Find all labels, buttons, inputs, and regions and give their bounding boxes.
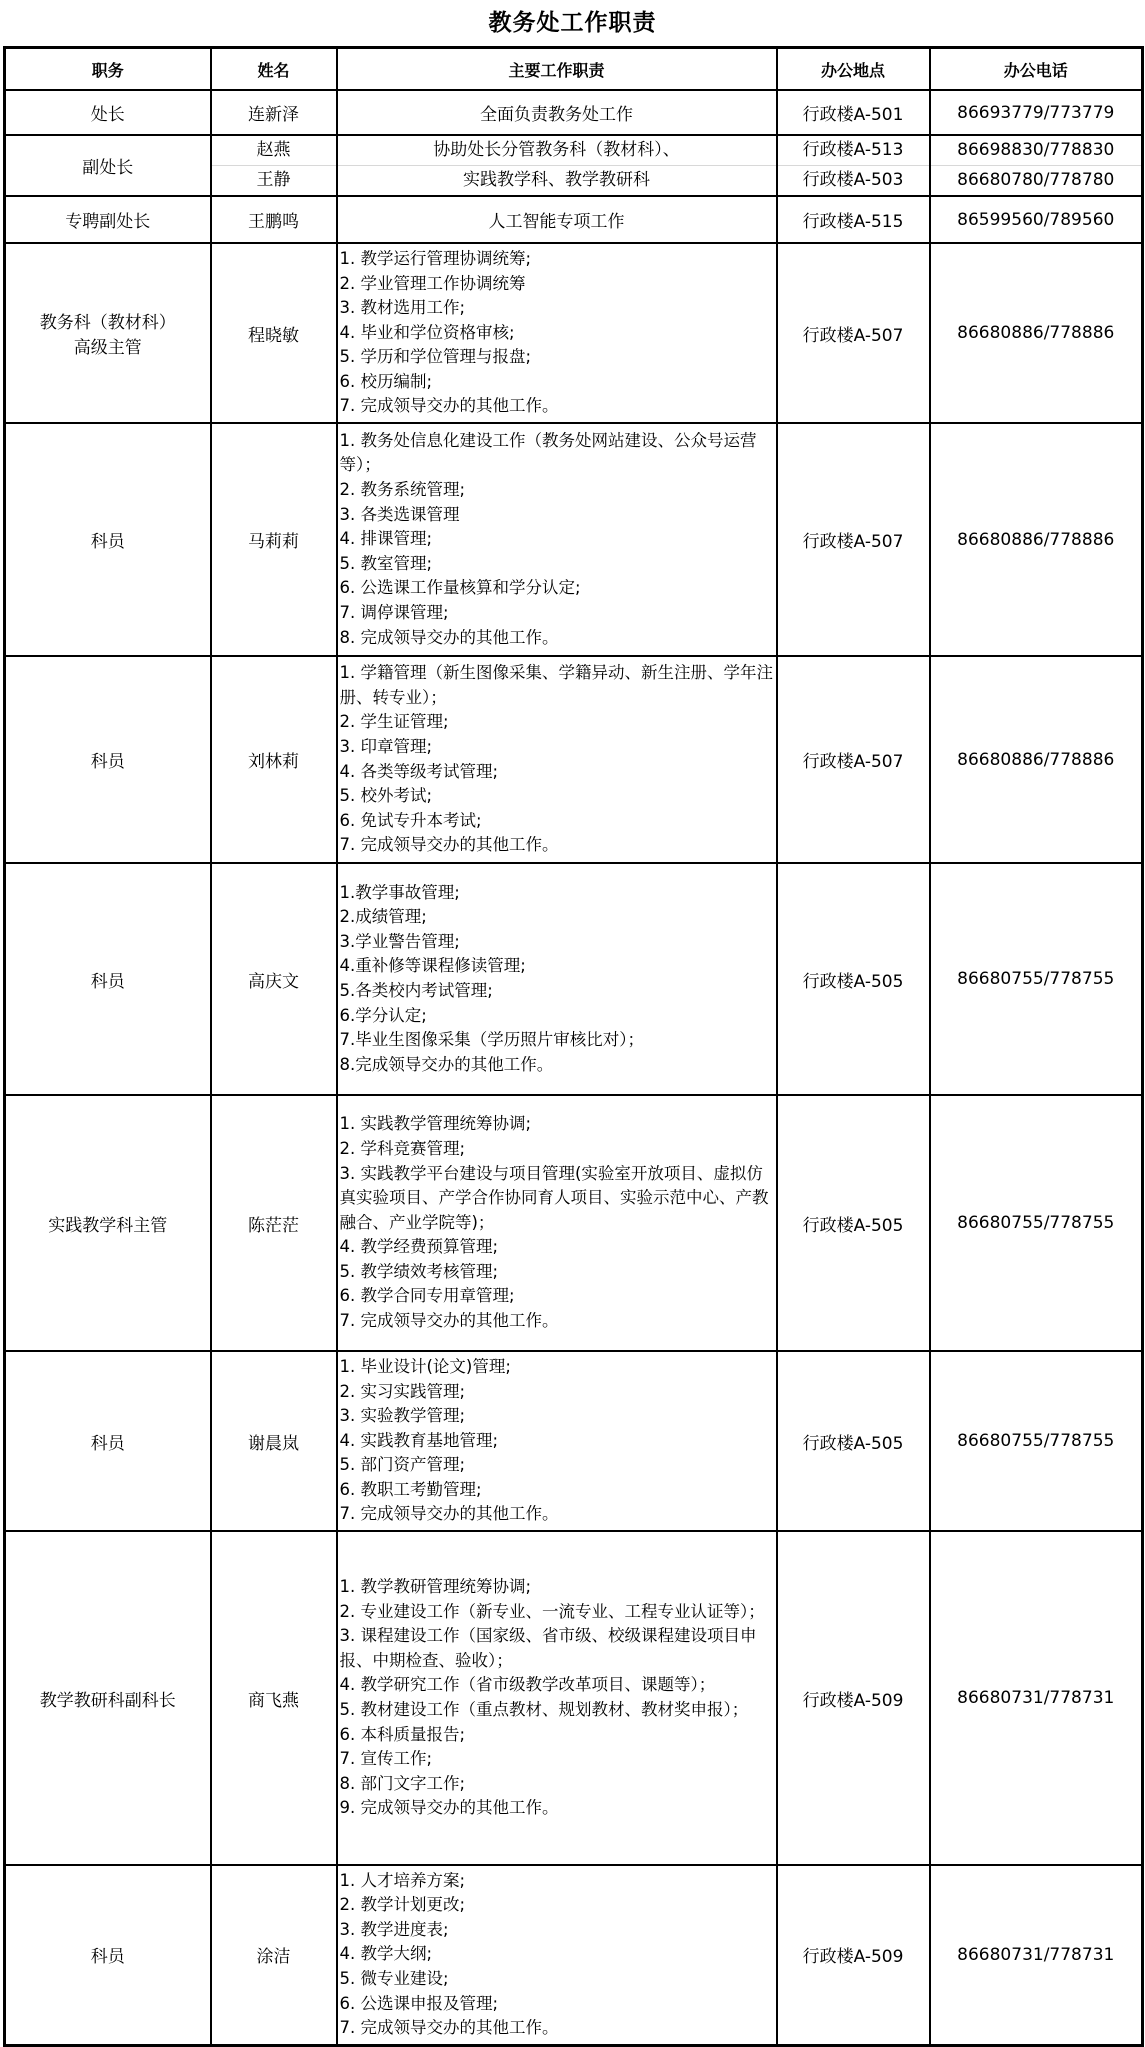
cell-position: 专聘副处长	[5, 196, 211, 243]
cell-duties	[337, 1095, 777, 1351]
duty-item: 1. 教务处信息化建设工作（教务处网站建设、公众号运营等）；	[339, 430, 757, 475]
cell-phone: 86680755/778755	[930, 1095, 1143, 1351]
cell-name: 程晓敏	[211, 243, 337, 423]
header-name: 姓名	[211, 48, 337, 91]
cell-name: 连新泽	[211, 90, 337, 135]
duty-item: 2. 学科竞赛管理;	[339, 1138, 466, 1158]
duty-list	[340, 1575, 776, 1821]
cell-location: 行政楼A-507	[777, 656, 930, 863]
table-row	[5, 1351, 1143, 1531]
table-row	[5, 196, 1143, 243]
duty-item: 1. 教学运行管理协调统筹;	[339, 248, 532, 268]
duty-item: 1. 实践教学管理统筹协调;	[339, 1114, 532, 1134]
cell-name: 马莉莉	[211, 423, 337, 656]
cell-position: 实践教学科主管	[5, 1095, 211, 1351]
duty-item: 8. 完成领导交办的其他工作。	[339, 627, 559, 647]
duty-list	[340, 1869, 776, 2041]
duty-item: 6. 公选课工作量核算和学分认定;	[339, 578, 581, 598]
cell-phone: 86680886/778886	[930, 243, 1143, 423]
duty-list	[340, 1112, 776, 1333]
cell-location: 行政楼A-515	[777, 196, 930, 243]
location-1: 行政楼A-513	[778, 136, 929, 166]
table-row	[5, 656, 1143, 863]
duty-item: 6. 免试专升本考试;	[339, 810, 482, 830]
table-row	[5, 1095, 1143, 1351]
cell-name: 陈茫茫	[211, 1095, 337, 1351]
duty-item: 3. 教学进度表;	[339, 1919, 449, 1939]
duty-item: 7. 完成领导交办的其他工作。	[339, 396, 559, 416]
duty-item: 3.学业警告管理;	[339, 931, 460, 951]
duty-item: 3. 教材选用工作;	[339, 298, 466, 318]
header-position: 职务	[5, 48, 211, 91]
cell-position: 科员	[5, 863, 211, 1095]
duty-item: 6. 校历编制;	[339, 371, 433, 391]
cell-location: 行政楼A-505	[777, 1351, 930, 1531]
table-row	[5, 243, 1143, 423]
header-location: 办公地点	[777, 48, 930, 91]
cell-location	[777, 135, 930, 196]
cell-location: 行政楼A-505	[777, 1095, 930, 1351]
cell-phone: 86680886/778886	[930, 656, 1143, 863]
cell-position: 科员	[5, 656, 211, 863]
duty-item: 2. 实习实践管理;	[339, 1381, 466, 1401]
duty-item: 7. 完成领导交办的其他工作。	[339, 835, 559, 855]
cell-location: 行政楼A-501	[777, 90, 930, 135]
cell-location: 行政楼A-507	[777, 243, 930, 423]
duty-item: 2. 学生证管理;	[339, 712, 449, 732]
duty-item: 2. 教务系统管理;	[339, 480, 466, 500]
duty-item: 2. 学业管理工作协调统筹	[339, 273, 526, 293]
cell-position: 科员	[5, 1865, 211, 2045]
cell-duties	[337, 1351, 777, 1531]
cell-phone	[930, 135, 1143, 196]
cell-location: 行政楼A-509	[777, 1531, 930, 1865]
duty-1: 协助处长分管教务科（教材科）、	[338, 136, 776, 166]
cell-name: 谢晨岚	[211, 1351, 337, 1531]
duty-item: 8. 部门文字工作;	[339, 1773, 466, 1793]
cell-duty: 全面负责教务处工作	[337, 90, 777, 135]
duty-item: 7. 宣传工作;	[339, 1749, 433, 1769]
duty-item: 6. 本科质量报告;	[339, 1724, 466, 1744]
duty-item: 7. 完成领导交办的其他工作。	[339, 2018, 559, 2038]
duty-item: 7. 调停课管理;	[339, 602, 449, 622]
cell-position: 科员	[5, 423, 211, 656]
duty-item: 4. 排课管理;	[339, 529, 433, 549]
duty-list	[340, 1355, 776, 1527]
cell-position: 教学教研科副科长	[5, 1531, 211, 1865]
duty-item: 7.毕业生图像采集（学历照片审核比对）；	[339, 1030, 644, 1050]
position-line-1: 教务科（教材科）	[39, 313, 176, 333]
duty-item: 6. 教职工考勤管理;	[339, 1479, 482, 1499]
cell-position: 副处长	[5, 135, 211, 196]
duty-item: 9. 完成领导交办的其他工作。	[339, 1798, 559, 1818]
name-1: 赵燕	[212, 136, 336, 166]
cell-phone: 86680731/778731	[930, 1531, 1143, 1865]
position-line-2: 高级主管	[73, 338, 142, 358]
duty-list	[340, 429, 776, 650]
cell-position	[5, 243, 211, 423]
duty-item: 6. 教学合同专用章管理;	[339, 1286, 515, 1306]
table-row	[5, 1531, 1143, 1865]
duty-item: 5. 教室管理;	[339, 553, 433, 573]
duty-item: 5. 部门资产管理;	[339, 1455, 466, 1475]
duty-list	[340, 247, 776, 419]
duty-item: 1. 学籍管理（新生图像采集、学籍异动、新生注册、学年注册、转专业）；	[339, 663, 773, 707]
duty-item: 6. 公选课申报及管理;	[339, 1993, 499, 2013]
cell-location: 行政楼A-505	[777, 863, 930, 1095]
duty-2: 实践教学科、教学教研科	[463, 170, 650, 190]
duty-item: 3. 各类选课管理	[339, 504, 460, 524]
cell-duties	[337, 423, 777, 656]
phone-2: 86680780/778780	[957, 170, 1115, 190]
cell-name: 王鹏鸣	[211, 196, 337, 243]
duty-item: 7. 完成领导交办的其他工作。	[339, 1311, 559, 1331]
cell-duties	[337, 1531, 777, 1865]
duty-item: 4. 实践教育基地管理;	[339, 1430, 499, 1450]
cell-phone: 86693779/773779	[930, 90, 1143, 135]
cell-duty	[337, 135, 777, 196]
cell-name: 商飞燕	[211, 1531, 337, 1865]
cell-duties	[337, 1865, 777, 2045]
duty-item: 1. 人才培养方案;	[339, 1870, 466, 1890]
header-duties: 主要工作职责	[337, 48, 777, 91]
duty-item: 3. 印章管理;	[339, 736, 433, 756]
duty-item: 8.完成领导交办的其他工作。	[339, 1054, 554, 1074]
cell-name	[211, 135, 337, 196]
duty-item: 1. 毕业设计(论文)管理;	[339, 1356, 511, 1376]
duty-item: 3. 课程建设工作（国家级、省市级、校级课程建设项目申报、中期检查、验收）；	[339, 1626, 757, 1670]
cell-phone: 86680886/778886	[930, 423, 1143, 656]
duty-item: 2. 教学计划更改;	[339, 1895, 466, 1915]
duty-item: 1. 教学教研管理统筹协调;	[339, 1577, 532, 1597]
duty-item: 4. 毕业和学位资格审核;	[339, 322, 515, 342]
cell-duties	[337, 656, 777, 863]
duty-list	[340, 881, 776, 1078]
duty-list	[340, 661, 776, 858]
duty-item: 1.教学事故管理;	[339, 882, 460, 902]
duty-item: 4. 教学大纲;	[339, 1944, 433, 1964]
cell-duty: 人工智能专项工作	[337, 196, 777, 243]
phone-1: 86698830/778830	[931, 136, 1142, 166]
duty-item: 4. 教学研究工作（省市级教学改革项目、课题等）；	[339, 1675, 716, 1695]
cell-location: 行政楼A-509	[777, 1865, 930, 2045]
duty-item: 5.各类校内考试管理;	[339, 981, 493, 1000]
cell-name: 涂洁	[211, 1865, 337, 2045]
duty-item: 5. 校外考试;	[339, 786, 433, 806]
duty-item: 6.学分认定;	[339, 1005, 427, 1025]
cell-name: 刘林莉	[211, 656, 337, 863]
cell-position: 处长	[5, 90, 211, 135]
page-title: 教务处工作职责	[488, 9, 657, 36]
cell-phone: 86680755/778755	[930, 863, 1143, 1095]
cell-name: 高庆文	[211, 863, 337, 1095]
cell-phone: 86599560/789560	[930, 196, 1143, 243]
duty-item: 3. 实践教学平台建设与项目管理(实验室开放项目、虚拟仿真实验项目、产学合作协同育人项目、实验示范中心、产教融合、产业学院等)；	[339, 1163, 769, 1232]
duty-item: 5. 学历和学位管理与报盘;	[339, 347, 532, 367]
duty-item: 5. 教学绩效考核管理;	[339, 1261, 499, 1281]
duty-item: 5. 教材建设工作（重点教材、规划教材、教材奖申报）；	[339, 1700, 749, 1719]
cell-phone: 86680731/778731	[930, 1865, 1143, 2045]
cell-duties	[337, 243, 777, 423]
cell-position: 科员	[5, 1351, 211, 1531]
name-2: 王静	[256, 170, 291, 190]
duty-item: 2. 专业建设工作（新专业、一流专业、工程专业认证等）；	[339, 1601, 765, 1621]
duties-table	[3, 46, 1144, 2047]
duty-item: 4.重补修等课程修读管理;	[339, 956, 526, 976]
header-phone: 办公电话	[930, 48, 1143, 91]
table-row	[5, 1865, 1143, 2045]
cell-duties	[337, 863, 777, 1095]
cell-phone: 86680755/778755	[930, 1351, 1143, 1531]
cell-location: 行政楼A-507	[777, 423, 930, 656]
table-row	[5, 90, 1143, 135]
table-row	[5, 863, 1143, 1095]
duty-item: 5. 微专业建设;	[339, 1969, 449, 1989]
duty-item: 4. 教学经费预算管理;	[339, 1237, 499, 1257]
table-row	[5, 423, 1143, 656]
duty-item: 3. 实验教学管理;	[339, 1406, 466, 1426]
table-row	[5, 135, 1143, 196]
table-header-row	[5, 48, 1143, 91]
duty-item: 4. 各类等级考试管理;	[339, 761, 499, 781]
duty-item: 7. 完成领导交办的其他工作。	[339, 1504, 559, 1524]
duty-item: 2.成绩管理;	[339, 907, 427, 927]
location-2: 行政楼A-503	[802, 170, 904, 190]
